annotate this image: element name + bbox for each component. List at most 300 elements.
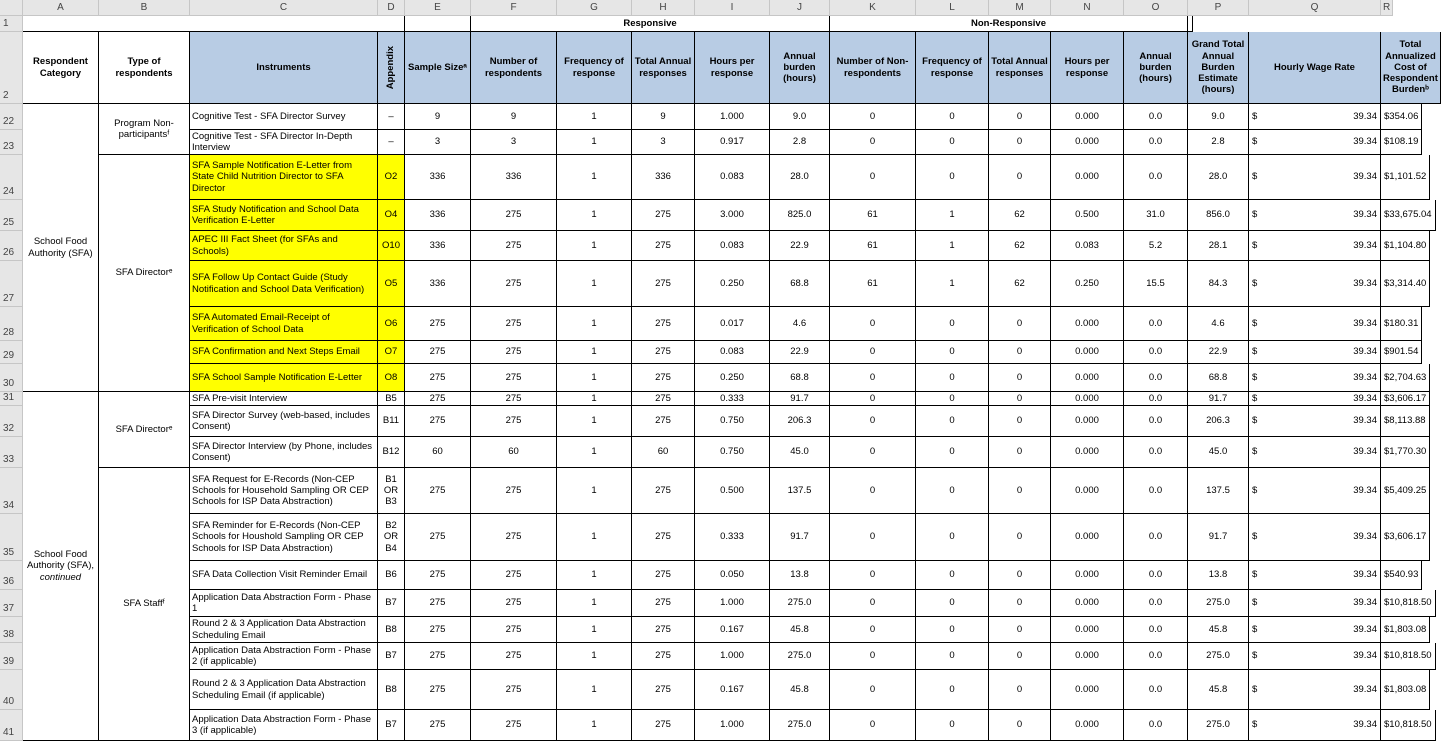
cell-l[interactable]: 0 (916, 155, 989, 200)
row-header[interactable]: 26 (0, 231, 23, 261)
cell-g[interactable]: 1 (557, 617, 632, 643)
cell-j[interactable]: 68.8 (770, 261, 830, 307)
column-header-j[interactable]: J (770, 0, 830, 16)
cell-q[interactable] (1249, 710, 1381, 741)
cell-g[interactable]: 1 (557, 307, 632, 341)
cell-d[interactable]: B7 (378, 710, 405, 741)
cell-n[interactable]: 0.000 (1051, 392, 1124, 406)
cell-o[interactable]: 0.0 (1124, 643, 1188, 670)
cell-e[interactable]: 275 (405, 617, 471, 643)
type-sfa-staff[interactable]: SFA Staffᶠ (99, 468, 190, 741)
cell-c[interactable]: SFA Request for E-Records (Non-CEP Schools for Household Sampling OR CEP Schools for ISP Data Abstraction) (190, 468, 378, 514)
cell-e[interactable]: 275 (405, 643, 471, 670)
cell-c[interactable]: Round 2 & 3 Application Data Abstraction Scheduling Email (if applicable) (190, 670, 378, 710)
cell-e[interactable]: 275 (405, 341, 471, 364)
cell-n[interactable]: 0.000 (1051, 710, 1124, 741)
cell-e[interactable]: 275 (405, 392, 471, 406)
cell-g[interactable]: 1 (557, 155, 632, 200)
cell-q[interactable] (1249, 130, 1381, 155)
cell-j[interactable]: 825.0 (770, 200, 830, 231)
cell-p[interactable]: 2.8 (1188, 130, 1249, 155)
cell-k[interactable]: 0 (830, 364, 916, 392)
cell-q[interactable] (1249, 200, 1381, 231)
cell-n[interactable]: 0.000 (1051, 307, 1124, 341)
cell-e[interactable]: 336 (405, 200, 471, 231)
cell-k[interactable]: 61 (830, 261, 916, 307)
cell-k[interactable]: 0 (830, 307, 916, 341)
cell-c[interactable]: SFA Pre-visit Interview (190, 392, 378, 406)
cell-f[interactable]: 275 (471, 392, 557, 406)
cell-m[interactable]: 62 (989, 231, 1051, 261)
cell-e[interactable]: 9 (405, 104, 471, 130)
cell-e[interactable]: 3 (405, 130, 471, 155)
row-header[interactable]: 22 (0, 104, 23, 130)
row-header[interactable]: 1 (0, 16, 23, 32)
cell-c[interactable]: SFA School Sample Notification E-Letter (190, 364, 378, 392)
cell-p[interactable]: 13.8 (1188, 561, 1249, 590)
cell-o[interactable]: 0.0 (1124, 468, 1188, 514)
cell-h[interactable]: 3 (632, 130, 695, 155)
cell-k[interactable]: 0 (830, 514, 916, 561)
cell-c[interactable]: SFA Automated Email-Receipt of Verification of School Data (190, 307, 378, 341)
column-header-l[interactable]: L (916, 0, 989, 16)
cell-m[interactable]: 0 (989, 617, 1051, 643)
cell-m[interactable]: 62 (989, 261, 1051, 307)
cell-p[interactable]: 275.0 (1188, 590, 1249, 617)
cell-e[interactable]: 275 (405, 364, 471, 392)
cell-l[interactable]: 0 (916, 590, 989, 617)
cell-g[interactable]: 1 (557, 643, 632, 670)
cell-r[interactable] (1381, 643, 1436, 670)
cell-i[interactable]: 0.167 (695, 617, 770, 643)
cell-j[interactable]: 45.8 (770, 617, 830, 643)
column-header-f[interactable]: F (471, 0, 557, 16)
cell-o[interactable]: 0.0 (1124, 155, 1188, 200)
cell-k[interactable]: 0 (830, 104, 916, 130)
cell-q[interactable] (1249, 561, 1381, 590)
cell-c[interactable]: SFA Data Collection Visit Reminder Email (190, 561, 378, 590)
cell-c[interactable]: Cognitive Test - SFA Director In-Depth Interview (190, 130, 378, 155)
cell-j[interactable]: 28.0 (770, 155, 830, 200)
cell-q[interactable] (1249, 437, 1381, 468)
cell-g[interactable]: 1 (557, 670, 632, 710)
cell-m[interactable]: 0 (989, 437, 1051, 468)
cell-f[interactable]: 60 (471, 437, 557, 468)
cell-q[interactable] (1249, 261, 1381, 307)
cell-d[interactable]: B8 (378, 617, 405, 643)
cell-l[interactable]: 0 (916, 514, 989, 561)
cell-p[interactable]: 275.0 (1188, 710, 1249, 741)
cell-k[interactable]: 0 (830, 155, 916, 200)
cell-r[interactable] (1381, 200, 1436, 231)
cell-h[interactable]: 275 (632, 307, 695, 341)
cell-f[interactable]: 275 (471, 364, 557, 392)
cell-r[interactable] (1381, 130, 1422, 155)
cell-m[interactable]: 0 (989, 130, 1051, 155)
cell-l[interactable]: 0 (916, 437, 989, 468)
cell-f[interactable]: 336 (471, 155, 557, 200)
cell-h[interactable]: 275 (632, 468, 695, 514)
row-header[interactable]: 33 (0, 437, 23, 468)
cell-h[interactable]: 275 (632, 590, 695, 617)
cell-n[interactable]: 0.000 (1051, 364, 1124, 392)
cell-i[interactable]: 1.000 (695, 710, 770, 741)
cell-i[interactable]: 1.000 (695, 590, 770, 617)
cell-f[interactable]: 275 (471, 406, 557, 437)
cell-j[interactable]: 275.0 (770, 643, 830, 670)
cell-e[interactable]: 275 (405, 561, 471, 590)
cell-n[interactable]: 0.000 (1051, 468, 1124, 514)
cell-q[interactable] (1249, 392, 1381, 406)
cell-d[interactable]: B7 (378, 643, 405, 670)
cell-e[interactable]: 336 (405, 155, 471, 200)
type-sfa-director[interactable]: SFA Directorᵉ (99, 155, 190, 392)
cell-h[interactable]: 275 (632, 514, 695, 561)
cell-i[interactable]: 1.000 (695, 104, 770, 130)
cell-k[interactable]: 61 (830, 200, 916, 231)
category-sfa-continued[interactable] (23, 392, 99, 741)
cell-r[interactable] (1381, 561, 1422, 590)
cell-g[interactable]: 1 (557, 341, 632, 364)
cell-m[interactable]: 0 (989, 155, 1051, 200)
cell-l[interactable]: 0 (916, 104, 989, 130)
cell-j[interactable]: 4.6 (770, 307, 830, 341)
cell-n[interactable]: 0.000 (1051, 341, 1124, 364)
cell-d[interactable]: O4 (378, 200, 405, 231)
cell-r[interactable] (1381, 670, 1430, 710)
cell-c[interactable]: SFA Confirmation and Next Steps Email (190, 341, 378, 364)
cell-p[interactable]: 45.8 (1188, 617, 1249, 643)
cell-d[interactable]: B5 (378, 392, 405, 406)
cell-d[interactable]: O7 (378, 341, 405, 364)
cell-h[interactable]: 60 (632, 437, 695, 468)
column-header-g[interactable]: G (557, 0, 632, 16)
row-header[interactable]: 32 (0, 406, 23, 437)
cell-j[interactable]: 137.5 (770, 468, 830, 514)
row-header[interactable]: 36 (0, 561, 23, 590)
cell-j[interactable]: 45.0 (770, 437, 830, 468)
cell-r[interactable] (1381, 590, 1436, 617)
cell-m[interactable]: 0 (989, 590, 1051, 617)
row-header[interactable]: 37 (0, 590, 23, 617)
cell-o[interactable]: 0.0 (1124, 392, 1188, 406)
cell-g[interactable]: 1 (557, 406, 632, 437)
cell-m[interactable]: 0 (989, 392, 1051, 406)
cell-n[interactable]: 0.000 (1051, 561, 1124, 590)
cell-i[interactable]: 0.250 (695, 261, 770, 307)
cell-d[interactable]: B12 (378, 437, 405, 468)
cell-g[interactable]: 1 (557, 231, 632, 261)
cell-j[interactable]: 68.8 (770, 364, 830, 392)
cell-g[interactable]: 1 (557, 590, 632, 617)
cell-f[interactable]: 275 (471, 468, 557, 514)
cell-l[interactable]: 0 (916, 617, 989, 643)
cell-p[interactable]: 9.0 (1188, 104, 1249, 130)
cell-h[interactable]: 275 (632, 392, 695, 406)
cell-n[interactable]: 0.000 (1051, 406, 1124, 437)
cell-j[interactable]: 206.3 (770, 406, 830, 437)
cell-h[interactable]: 9 (632, 104, 695, 130)
cell-c[interactable]: SFA Follow Up Contact Guide (Study Notification and School Data Verification) (190, 261, 378, 307)
cell-r[interactable] (1381, 406, 1430, 437)
cell-j[interactable]: 9.0 (770, 104, 830, 130)
cell-d[interactable]: O2 (378, 155, 405, 200)
cell-e[interactable]: 336 (405, 231, 471, 261)
cell-k[interactable]: 0 (830, 437, 916, 468)
cell-r[interactable] (1381, 392, 1430, 406)
row-header[interactable]: 25 (0, 200, 23, 231)
cell-g[interactable]: 1 (557, 104, 632, 130)
cell-i[interactable]: 0.500 (695, 468, 770, 514)
cell-o[interactable]: 0.0 (1124, 406, 1188, 437)
cell-n[interactable]: 0.000 (1051, 130, 1124, 155)
cell-n[interactable]: 0.083 (1051, 231, 1124, 261)
column-header-d[interactable]: D (378, 0, 405, 16)
cell-f[interactable]: 275 (471, 670, 557, 710)
cell-q[interactable] (1249, 231, 1381, 261)
cell-j[interactable]: 2.8 (770, 130, 830, 155)
cell-n[interactable]: 0.000 (1051, 590, 1124, 617)
cell-d[interactable]: B6 (378, 561, 405, 590)
cell-d[interactable]: O10 (378, 231, 405, 261)
cell-o[interactable]: 0.0 (1124, 590, 1188, 617)
cell-o[interactable]: 0.0 (1124, 364, 1188, 392)
cell-q[interactable] (1249, 155, 1381, 200)
cell-g[interactable]: 1 (557, 130, 632, 155)
cell-f[interactable]: 275 (471, 514, 557, 561)
cell-k[interactable]: 0 (830, 130, 916, 155)
cell-r[interactable] (1381, 514, 1430, 561)
cell-q[interactable] (1249, 514, 1381, 561)
cell-g[interactable]: 1 (557, 364, 632, 392)
cell-k[interactable]: 0 (830, 590, 916, 617)
cell-g[interactable]: 1 (557, 514, 632, 561)
column-header-r[interactable]: R (1381, 0, 1393, 16)
cell-j[interactable]: 275.0 (770, 590, 830, 617)
cell-n[interactable]: 0.000 (1051, 643, 1124, 670)
cell-q[interactable] (1249, 406, 1381, 437)
cell-f[interactable]: 3 (471, 130, 557, 155)
cell-o[interactable]: 0.0 (1124, 307, 1188, 341)
column-header-h[interactable]: H (632, 0, 695, 16)
cell-c[interactable]: SFA Director Interview (by Phone, includes Consent) (190, 437, 378, 468)
cell-r[interactable] (1381, 231, 1430, 261)
cell-c[interactable]: APEC III Fact Sheet (for SFAs and Schools) (190, 231, 378, 261)
cell-d[interactable]: – (378, 130, 405, 155)
row-header[interactable]: 41 (0, 710, 23, 741)
cell-o[interactable]: 15.5 (1124, 261, 1188, 307)
column-header-c[interactable]: C (190, 0, 378, 16)
column-header-k[interactable]: K (830, 0, 916, 16)
cell-d[interactable]: B8 (378, 670, 405, 710)
cell-i[interactable]: 0.083 (695, 231, 770, 261)
cell-h[interactable]: 275 (632, 200, 695, 231)
cell-f[interactable]: 275 (471, 200, 557, 231)
cell-r[interactable] (1381, 364, 1430, 392)
cell-l[interactable]: 1 (916, 200, 989, 231)
cell-k[interactable]: 0 (830, 670, 916, 710)
cell-n[interactable]: 0.000 (1051, 617, 1124, 643)
cell-p[interactable]: 137.5 (1188, 468, 1249, 514)
cell-r[interactable] (1381, 468, 1430, 514)
cell-k[interactable]: 0 (830, 561, 916, 590)
cell-f[interactable]: 275 (471, 261, 557, 307)
cell-m[interactable]: 0 (989, 561, 1051, 590)
cell-i[interactable]: 0.250 (695, 364, 770, 392)
cell-m[interactable]: 0 (989, 514, 1051, 561)
cell-e[interactable]: 60 (405, 437, 471, 468)
row-header[interactable]: 34 (0, 468, 23, 514)
cell-h[interactable]: 275 (632, 231, 695, 261)
cell-k[interactable]: 0 (830, 392, 916, 406)
cell-l[interactable]: 0 (916, 341, 989, 364)
cell-p[interactable]: 4.6 (1188, 307, 1249, 341)
cell-i[interactable]: 0.750 (695, 406, 770, 437)
cell-r[interactable] (1381, 617, 1430, 643)
cell-i[interactable]: 0.917 (695, 130, 770, 155)
cell-q[interactable] (1249, 643, 1381, 670)
cell-h[interactable]: 275 (632, 643, 695, 670)
cell-c[interactable]: Application Data Abstraction Form - Phase 3 (if applicable) (190, 710, 378, 741)
cell-i[interactable]: 0.333 (695, 392, 770, 406)
cell-c[interactable]: SFA Director Survey (web-based, includes Consent) (190, 406, 378, 437)
cell-o[interactable]: 0.0 (1124, 104, 1188, 130)
cell-q[interactable] (1249, 590, 1381, 617)
cell-k[interactable]: 0 (830, 341, 916, 364)
cell-f[interactable]: 275 (471, 590, 557, 617)
cell-k[interactable]: 61 (830, 231, 916, 261)
cell-e[interactable]: 275 (405, 468, 471, 514)
cell-j[interactable]: 275.0 (770, 710, 830, 741)
cell-m[interactable]: 0 (989, 364, 1051, 392)
cell-m[interactable]: 0 (989, 468, 1051, 514)
row-header[interactable]: 30 (0, 364, 23, 392)
row-header[interactable]: 35 (0, 514, 23, 561)
cell-m[interactable]: 62 (989, 200, 1051, 231)
row-header[interactable]: 23 (0, 130, 23, 155)
cell-i[interactable]: 0.083 (695, 155, 770, 200)
cell-e[interactable]: 275 (405, 710, 471, 741)
cell-q[interactable] (1249, 468, 1381, 514)
cell-i[interactable]: 0.050 (695, 561, 770, 590)
cell-f[interactable]: 275 (471, 617, 557, 643)
row-header[interactable]: 2 (0, 32, 23, 104)
cell-p[interactable]: 28.1 (1188, 231, 1249, 261)
cell-o[interactable]: 0.0 (1124, 341, 1188, 364)
cell-c[interactable]: Cognitive Test - SFA Director Survey (190, 104, 378, 130)
cell-n[interactable]: 0.500 (1051, 200, 1124, 231)
cell-d[interactable]: B2 OR B4 (378, 514, 405, 561)
column-header-p[interactable]: P (1188, 0, 1249, 16)
column-header-o[interactable]: O (1124, 0, 1188, 16)
cell-j[interactable]: 22.9 (770, 231, 830, 261)
cell-d[interactable]: B11 (378, 406, 405, 437)
type-program-nonparticipants[interactable]: Program Non-participantsᶠ (99, 104, 190, 155)
cell-f[interactable]: 275 (471, 231, 557, 261)
cell-r[interactable] (1381, 261, 1430, 307)
cell-k[interactable]: 0 (830, 406, 916, 437)
category-sfa[interactable]: School Food Authority (SFA) (23, 104, 99, 392)
row-header[interactable]: 28 (0, 307, 23, 341)
column-header-n[interactable]: N (1051, 0, 1124, 16)
row-header[interactable]: 39 (0, 643, 23, 670)
cell-q[interactable] (1249, 364, 1381, 392)
cell-f[interactable]: 275 (471, 307, 557, 341)
type-sfa-director[interactable]: SFA Directorᵉ (99, 392, 190, 468)
column-header-a[interactable]: A (23, 0, 99, 16)
cell-h[interactable]: 336 (632, 155, 695, 200)
cell-q[interactable] (1249, 617, 1381, 643)
cell-r[interactable] (1381, 104, 1422, 130)
column-header-m[interactable]: M (989, 0, 1051, 16)
cell-d[interactable]: B1 OR B3 (378, 468, 405, 514)
cell-k[interactable]: 0 (830, 710, 916, 741)
cell-k[interactable]: 0 (830, 468, 916, 514)
cell-g[interactable]: 1 (557, 710, 632, 741)
column-header-b[interactable]: B (99, 0, 190, 16)
cell-c[interactable]: SFA Study Notification and School Data Verification E-Letter (190, 200, 378, 231)
cell-q[interactable] (1249, 307, 1381, 341)
cell-c[interactable]: Application Data Abstraction Form - Phase 2 (if applicable) (190, 643, 378, 670)
cell-r[interactable] (1381, 710, 1436, 741)
cell-h[interactable]: 275 (632, 617, 695, 643)
cell-l[interactable]: 1 (916, 231, 989, 261)
cell-l[interactable]: 0 (916, 130, 989, 155)
cell-h[interactable]: 275 (632, 341, 695, 364)
cell-p[interactable]: 91.7 (1188, 392, 1249, 406)
cell-h[interactable]: 275 (632, 364, 695, 392)
cell-j[interactable]: 13.8 (770, 561, 830, 590)
cell-p[interactable]: 84.3 (1188, 261, 1249, 307)
cell-e[interactable]: 275 (405, 514, 471, 561)
cell-c[interactable]: Application Data Abstraction Form - Phase 1 (190, 590, 378, 617)
cell-o[interactable]: 0.0 (1124, 514, 1188, 561)
cell-n[interactable]: 0.000 (1051, 514, 1124, 561)
cell-j[interactable]: 91.7 (770, 392, 830, 406)
cell-r[interactable] (1381, 437, 1430, 468)
cell-d[interactable]: O5 (378, 261, 405, 307)
cell-g[interactable]: 1 (557, 468, 632, 514)
row-header[interactable]: 40 (0, 670, 23, 710)
cell-c[interactable]: Round 2 & 3 Application Data Abstraction Scheduling Email (190, 617, 378, 643)
cell-j[interactable]: 91.7 (770, 514, 830, 561)
row-header[interactable]: 38 (0, 617, 23, 643)
cell-p[interactable]: 28.0 (1188, 155, 1249, 200)
cell-f[interactable]: 275 (471, 561, 557, 590)
cell-i[interactable]: 0.167 (695, 670, 770, 710)
cell-d[interactable]: B7 (378, 590, 405, 617)
cell-l[interactable]: 0 (916, 307, 989, 341)
cell-j[interactable]: 45.8 (770, 670, 830, 710)
cell-l[interactable]: 0 (916, 392, 989, 406)
cell-h[interactable]: 275 (632, 406, 695, 437)
column-header-e[interactable]: E (405, 0, 471, 16)
cell-q[interactable] (1249, 670, 1381, 710)
cell-r[interactable] (1381, 155, 1430, 200)
cell-o[interactable]: 0.0 (1124, 617, 1188, 643)
cell-i[interactable]: 0.083 (695, 341, 770, 364)
cell-k[interactable]: 0 (830, 643, 916, 670)
cell-p[interactable]: 275.0 (1188, 643, 1249, 670)
cell-m[interactable]: 0 (989, 341, 1051, 364)
row-header[interactable]: 24 (0, 155, 23, 200)
cell-j[interactable]: 22.9 (770, 341, 830, 364)
cell-k[interactable]: 0 (830, 617, 916, 643)
cell-l[interactable]: 0 (916, 710, 989, 741)
cell-o[interactable]: 0.0 (1124, 670, 1188, 710)
row-header[interactable]: 29 (0, 341, 23, 364)
cell-n[interactable]: 0.000 (1051, 437, 1124, 468)
